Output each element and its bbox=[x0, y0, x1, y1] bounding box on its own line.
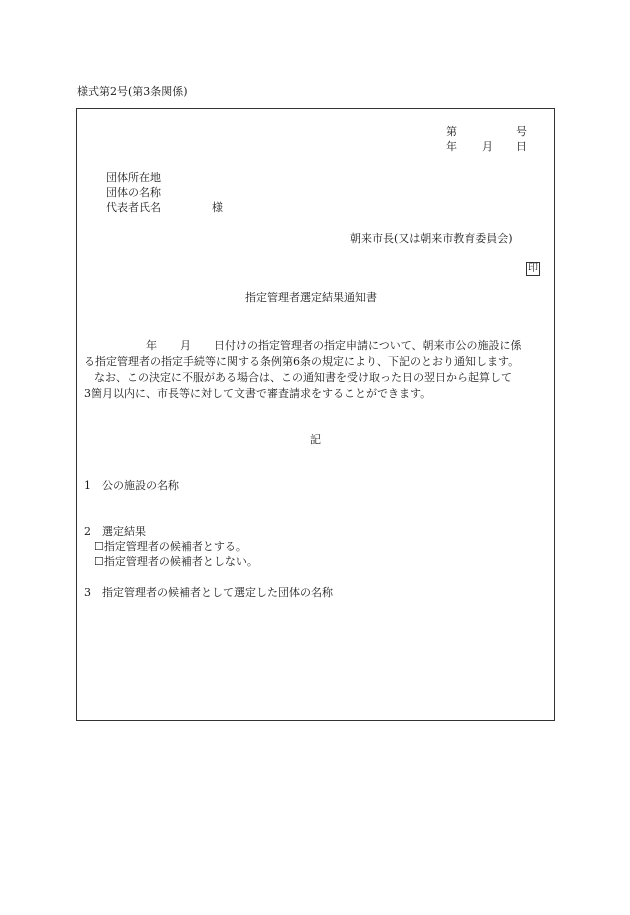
body-text-line-2: る指定管理者の指定手続等に関する条例第6条の規定により、下記のとおり通知します。 bbox=[84, 355, 520, 368]
document-title: 指定管理者選定結果通知書 bbox=[245, 291, 377, 304]
section-3-selected-organization: 3 指定管理者の候補者として選定した団体の名称 bbox=[84, 586, 333, 599]
representative-name-label: 代表者氏名 bbox=[106, 201, 161, 214]
organization-address-label: 団体所在地 bbox=[106, 171, 161, 184]
body-text-line-1: 日付けの指定管理者の指定申請について、朝来市公の施設に係 bbox=[214, 339, 522, 352]
section-2-selection-result: 2 選定結果 bbox=[84, 525, 146, 538]
honorific-label: 様 bbox=[212, 201, 223, 214]
document-number-suffix: 号 bbox=[516, 125, 527, 138]
document-frame bbox=[76, 108, 555, 721]
body-text-line-3: なお、この決定に不服がある場合は、この通知書を受け取った日の翌日から起算して bbox=[94, 371, 512, 384]
date-month-label: 月 bbox=[482, 140, 493, 153]
selection-option-not-candidate: ☐指定管理者の候補者としない。 bbox=[94, 555, 258, 568]
document-number-prefix: 第 bbox=[446, 125, 457, 138]
selection-option-candidate: ☐指定管理者の候補者とする。 bbox=[94, 540, 247, 553]
section-1-facility-name: 1 公の施設の名称 bbox=[84, 479, 179, 492]
ki-heading: 記 bbox=[310, 433, 321, 446]
date-day-label: 日 bbox=[516, 140, 527, 153]
body-text-line-4: 3箇月以内に、市長等に対して文書で審査請求をすることができます。 bbox=[84, 387, 432, 400]
body-month-label: 月 bbox=[180, 339, 191, 352]
form-number-label: 様式第2号(第3条関係) bbox=[77, 85, 188, 98]
seal-stamp-box: 印 bbox=[528, 263, 538, 274]
issuer-name: 朝来市長(又は朝来市教育委員会) bbox=[350, 232, 513, 245]
organization-name-label: 団体の名称 bbox=[106, 186, 161, 199]
date-year-label: 年 bbox=[446, 140, 457, 153]
body-year-label: 年 bbox=[146, 339, 157, 352]
